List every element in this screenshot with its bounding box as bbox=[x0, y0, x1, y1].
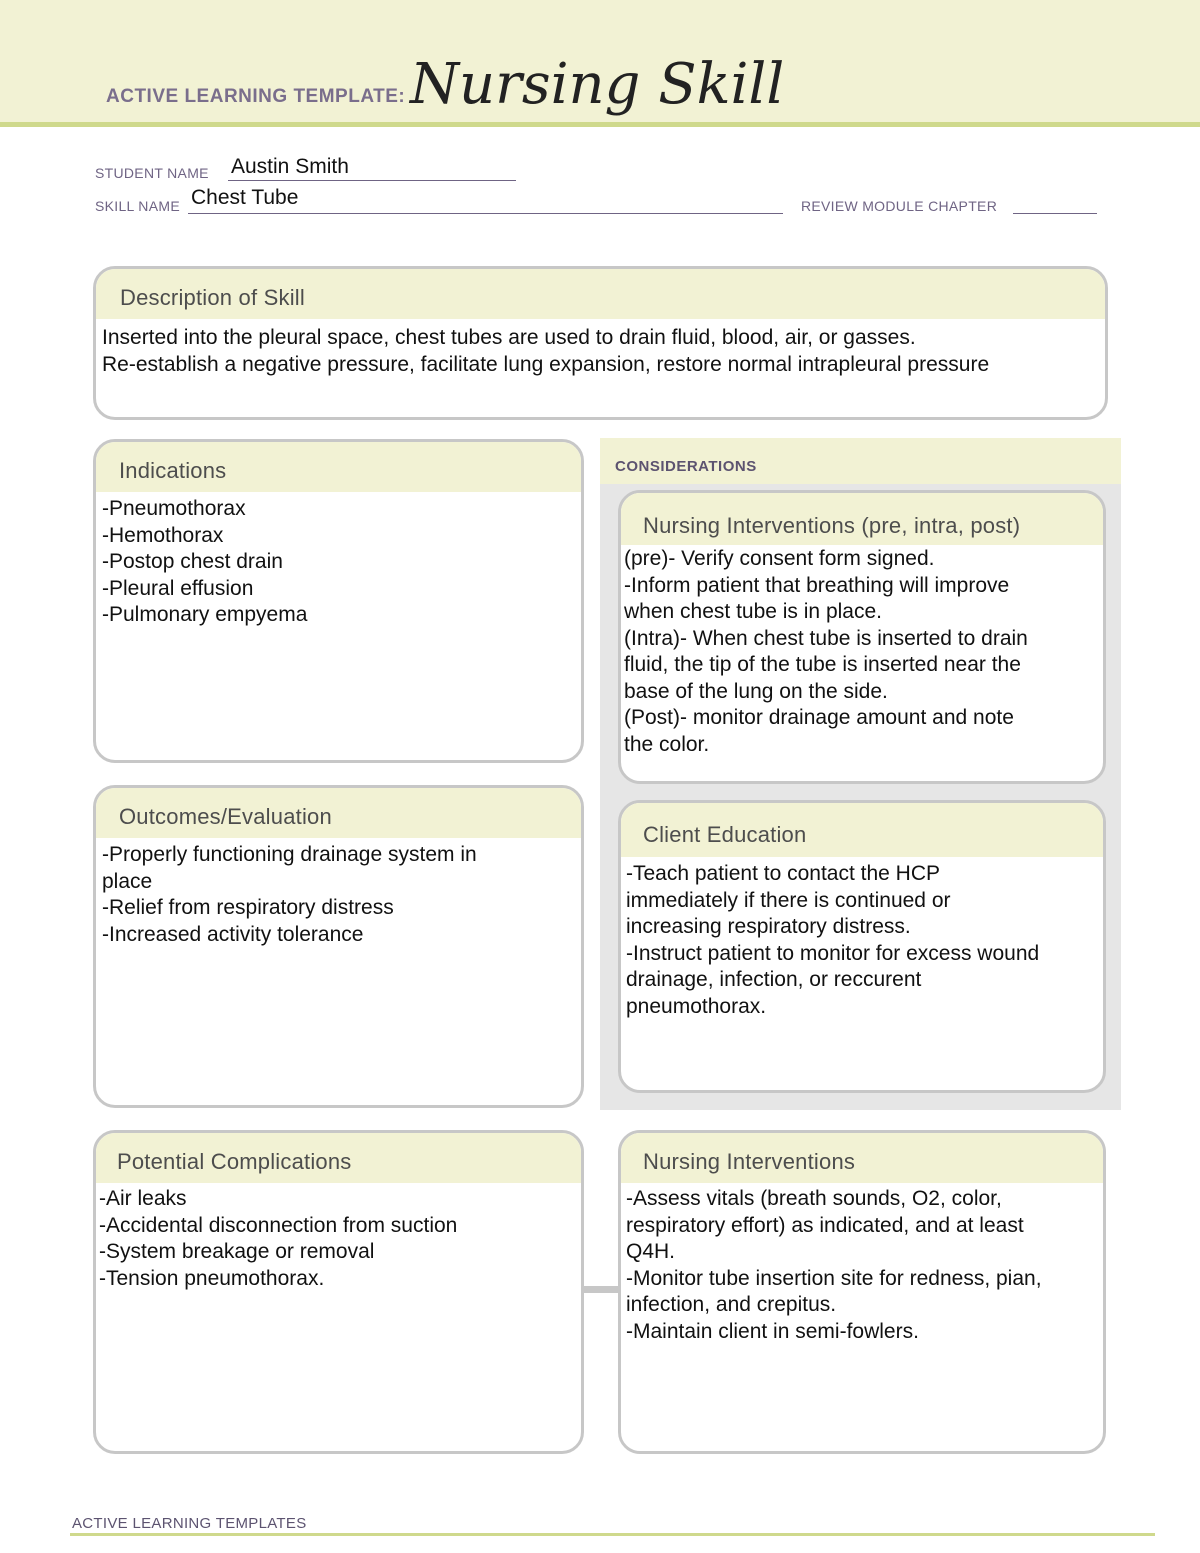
considerations-title: CONSIDERATIONS bbox=[615, 458, 757, 475]
description-box bbox=[93, 266, 1108, 420]
review-module-label: REVIEW MODULE CHAPTER bbox=[801, 198, 998, 214]
nursing-interventions-pip-text[interactable]: (pre)- Verify consent form signed. -Inform patient that breathing will improve when chest tube is in place. (Intra)- When chest tube is inserted to drain fluid, the tip of the tube is inserted near the base of the lung on the side. (Post)- monitor drainage amount and note the color. bbox=[624, 547, 1028, 756]
indications-text[interactable]: -Pneumothorax -Hemothorax -Postop chest drain -Pleural effusion -Pulmonary empyema bbox=[102, 497, 308, 626]
nursing-interventions-title: Nursing Interventions bbox=[621, 1133, 1103, 1183]
complications-box bbox=[93, 1130, 584, 1454]
outcomes-title: Outcomes/Evaluation bbox=[96, 788, 581, 838]
skill-name-underline bbox=[188, 213, 783, 214]
nursing-interventions-box bbox=[618, 1130, 1106, 1454]
complications-text[interactable]: -Air leaks -Accidental disconnection from suction -System breakage or removal -Tension pneumothorax. bbox=[99, 1187, 458, 1290]
student-name-underline bbox=[228, 180, 516, 181]
indications-box bbox=[93, 439, 584, 763]
client-education-title: Client Education bbox=[621, 803, 1103, 857]
template-label: ACTIVE LEARNING TEMPLATE: bbox=[106, 86, 406, 107]
description-title: Description of Skill bbox=[96, 269, 1105, 319]
nursing-interventions-pip-title: Nursing Interventions (pre, intra, post) bbox=[621, 493, 1103, 545]
client-education-box bbox=[618, 800, 1106, 1093]
review-module-field[interactable] bbox=[1013, 213, 1097, 214]
complications-title: Potential Complications bbox=[96, 1133, 581, 1183]
skill-name-field[interactable]: Chest Tube bbox=[191, 186, 299, 209]
student-name-field[interactable]: Austin Smith bbox=[231, 155, 349, 178]
nursing-interventions-pip-box bbox=[618, 490, 1106, 784]
student-name-label: STUDENT NAME bbox=[95, 165, 209, 181]
header-rule bbox=[0, 122, 1200, 127]
client-education-text[interactable]: -Teach patient to contact the HCP immediately if there is continued or increasing respiratory distress. -Instruct patient to monitor for excess wound drainage, infection, or reccurent pneumothorax. bbox=[626, 862, 1040, 1018]
outcomes-text[interactable]: -Properly functioning drainage system in place -Relief from respiratory distress -Increased activity tolerance bbox=[102, 843, 477, 946]
box-connector bbox=[583, 1286, 621, 1293]
outcomes-box bbox=[93, 785, 584, 1108]
indications-title: Indications bbox=[96, 442, 581, 492]
description-text[interactable]: Inserted into the pleural space, chest tubes are used to drain fluid, blood, air, or gasses. Re-establish a negative pressure, facilitate lung expansion, restore normal intrapleural pressure bbox=[102, 326, 990, 376]
nursing-interventions-text[interactable]: -Assess vitals (breath sounds, O2, color, respiratory effort) as indicated, and at least Q4H. -Monitor tube insertion site for redness, pian, infection, and crepitus. -Maintain client in semi-fowlers. bbox=[626, 1187, 1042, 1343]
skill-name-label: SKILL NAME bbox=[95, 198, 180, 214]
page-title: Nursing Skill bbox=[410, 52, 785, 117]
footer-rule bbox=[70, 1533, 1155, 1536]
footer-label: ACTIVE LEARNING TEMPLATES bbox=[72, 1515, 307, 1532]
